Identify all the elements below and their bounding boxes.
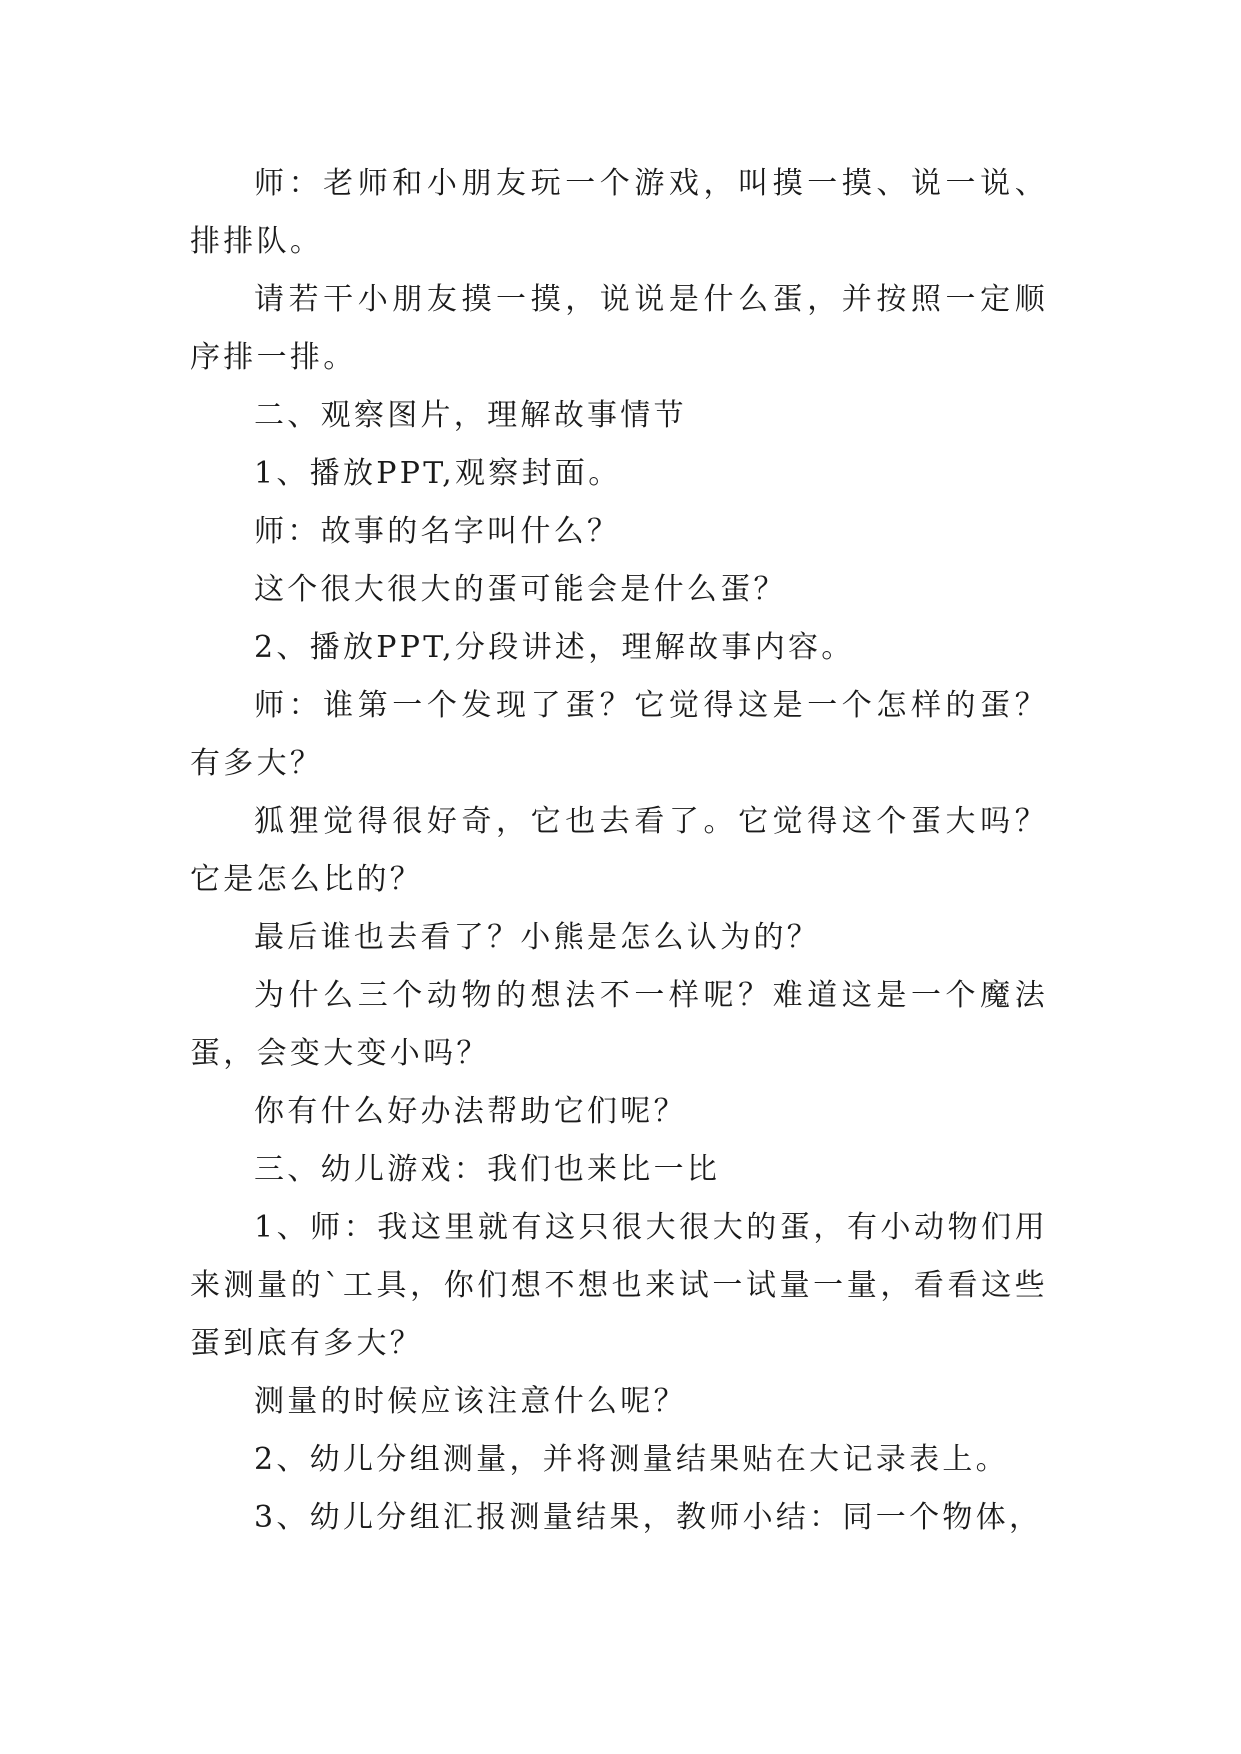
paragraph-play-ppt-cover: 1、播放PPT,观察封面。 [254, 456, 622, 491]
paragraph-help-idea: 你有什么好办法帮助它们呢？ [254, 1094, 687, 1129]
paragraph-measure-tools: 1、师：我这里就有这只很大很大的蛋，有小动物们用来测量的`工具，你们想不想也来试一试量一量，看看这些蛋到底有多大？ [190, 1210, 1048, 1361]
section-heading-kids-game: 三、幼儿游戏：我们也来比一比 [254, 1152, 721, 1187]
paragraph-group-measure: 2、幼儿分组测量，并将测量结果贴在大记录表上。 [254, 1442, 1009, 1477]
section-heading-observe-pictures: 二、观察图片，理解故事情节 [254, 398, 687, 433]
paragraph-fox-curious: 狐狸觉得很好奇，它也去看了。它觉得这个蛋大吗？它是怎么比的？ [190, 804, 1048, 897]
paragraph-measure-attention: 测量的时候应该注意什么呢？ [254, 1384, 687, 1419]
paragraph-magic-egg: 为什么三个动物的想法不一样呢？难道这是一个魔法蛋，会变大变小吗？ [190, 978, 1048, 1071]
paragraph-group-report: 3、幼儿分组汇报测量结果，教师小结：同一个物体， [254, 1500, 1043, 1535]
paragraph-big-egg-question: 这个很大很大的蛋可能会是什么蛋？ [254, 572, 787, 607]
document-body [190, 155, 1048, 1547]
paragraph-story-name-question: 师：故事的名字叫什么？ [254, 514, 621, 549]
paragraph-touch-eggs: 请若干小朋友摸一摸，说说是什么蛋，并按照一定顺序排一排。 [190, 282, 1048, 375]
paragraph-game-intro: 师：老师和小朋友玩一个游戏，叫摸一摸、说一说、排排队。 [190, 166, 1048, 259]
paragraph-bear-opinion: 最后谁也去看了？小熊是怎么认为的？ [254, 920, 821, 955]
paragraph-play-ppt-segments: 2、播放PPT,分段讲述，理解故事内容。 [254, 630, 855, 665]
paragraph-who-found-egg: 师：谁第一个发现了蛋？它觉得这是一个怎样的蛋？有多大？ [190, 688, 1048, 781]
